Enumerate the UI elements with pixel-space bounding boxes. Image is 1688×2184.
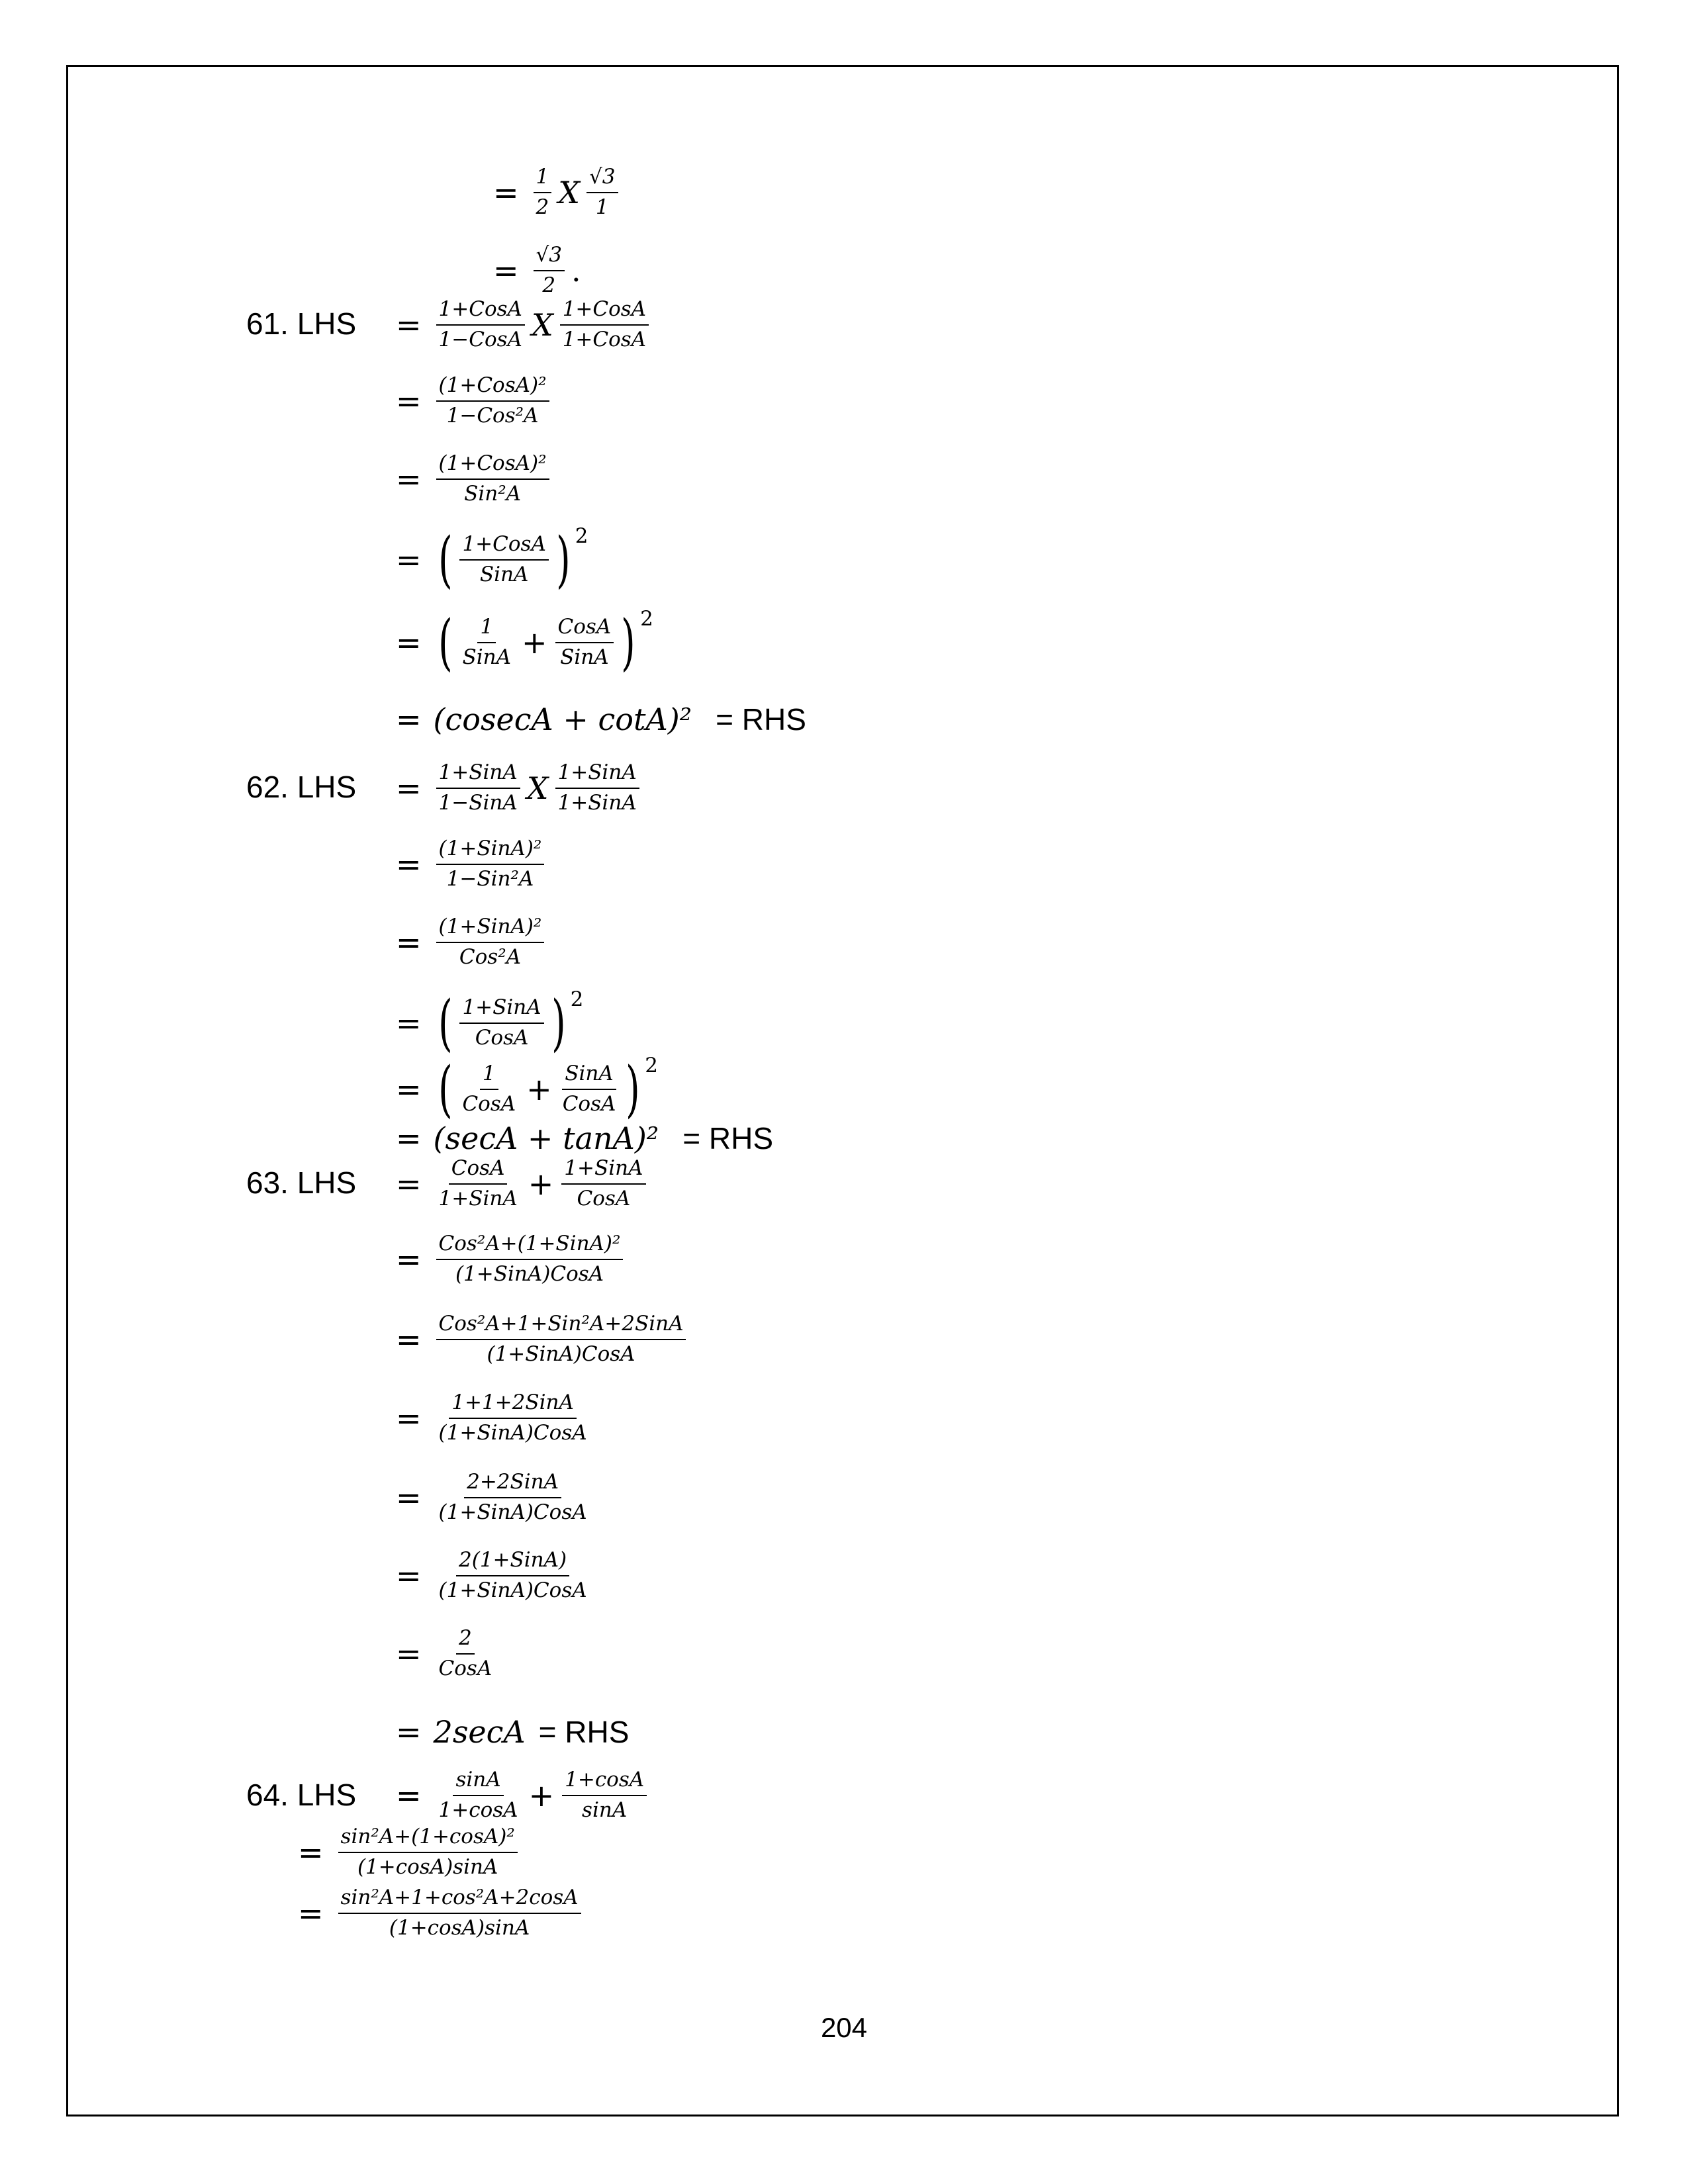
equation-line: = $\frac{2}{\text{CosA}}$ [396, 1627, 497, 1680]
fraction: $\frac{\text{SinA}}{\text{CosA}}$ [562, 1062, 616, 1116]
problem-label: 62. LHS [246, 770, 357, 804]
fraction: $\frac{\text{(1+SinA)²}}{\text{1−Sin²A}}$ [436, 837, 545, 891]
equation-line: = $\frac{\text{(1+CosA)²}}{\text{1−Cos²A}}$ [396, 374, 552, 428]
equation-line: = $\frac{\text{CosA}}{\text{1+SinA}}$ + $\frac{\text{1+SinA}}{\text{CosA}}$ [396, 1157, 649, 1210]
fraction: $\frac{\text{2(1+SinA)}}{\text{(1+SinA)CosA}}$ [438, 1548, 587, 1602]
fraction: $\frac{\text{1+SinA}}{\text{CosA}}$ [561, 1157, 645, 1210]
fraction: $\frac{√3}{2}$ [534, 244, 565, 297]
page-number: 204 [820, 2012, 868, 2043]
fraction: $\frac{\text{Cos²A+(1+SinA)²}}{\text{(1+SinA)CosA}}$ [436, 1232, 624, 1286]
fraction: $\frac{1}{2}$ [534, 165, 552, 219]
equals-sign: = [493, 174, 519, 210]
equation-line: = ( $\frac{\text{1+SinA}}{\text{CosA}}$ ) 2 [396, 987, 584, 1058]
equation-line: = $\frac{\text{1+SinA}}{\text{1−SinA}}$ X $\frac{\text{1+SinA}}{\text{1+SinA}}$ [396, 761, 642, 815]
equation-line: = $\frac{\sin A}{1+\cos A}$ + $\frac{1+\cos A}{\sin A}$ [396, 1768, 649, 1822]
equation-line: = $\frac{√3}{2}$ . [493, 243, 581, 297]
fraction: $\frac{\text{CosA}}{\text{1+SinA}}$ [438, 1156, 518, 1210]
equation-line: = $\frac{\text{1+CosA}}{\text{1−CosA}}$ X $\frac{\text{1+CosA}}{\text{1+CosA}}$ [396, 298, 651, 351]
fraction: $\frac{\text{1+CosA}}{\text{1+CosA}}$ [560, 298, 649, 351]
equation-line: = (secA + tanA)² = RHS [396, 1120, 773, 1156]
fraction: $\frac{\text{1+CosA}}{\text{1−CosA}}$ [436, 298, 525, 351]
fraction: $\frac{2}{\text{CosA}}$ [438, 1626, 492, 1680]
fraction: $\frac{\text{(1+SinA)²}}{\text{Cos²A}}$ [436, 915, 545, 969]
problem-label: 63. LHS [246, 1165, 357, 1200]
fraction: $\frac{1}{\text{SinA}}$ [462, 615, 511, 669]
problem-label: 61. LHS [246, 306, 357, 341]
equation-line: = $\frac{\text{2(1+SinA)}}{\text{(1+SinA)CosA}}$ [396, 1549, 592, 1602]
fraction: $\frac{\text{(1+CosA)²}}{\text{Sin²A}}$ [436, 452, 549, 506]
fraction: $\frac{\sin A}{1+\cos A}$ [438, 1768, 518, 1822]
fraction: $\frac{\text{(1+CosA)²}}{\text{1−Cos²A}}$ [436, 374, 549, 428]
equation-line: = ( $\frac{1}{\text{SinA}}$ + $\frac{\text{CosA}}{\text{SinA}}$ ) 2 [396, 607, 653, 678]
equation-line: = ( $\frac{\text{1+CosA}}{\text{SinA}}$ ) 2 [396, 524, 588, 595]
fraction: $\frac{\text{2+2SinA}}{\text{(1+SinA)CosA}}$ [438, 1470, 587, 1524]
fraction: $\frac{\text{1+SinA}}{\text{1+SinA}}$ [555, 761, 639, 815]
fraction: $\frac{\text{CosA}}{\text{SinA}}$ [555, 615, 614, 669]
equation-line: = $\frac{\text{sin²A+1+cos²A+2cosA}}{(1+\cos A)\sin A}$ [298, 1886, 584, 1940]
equation-line: = $\frac{\text{Cos²A+1+Sin²A+2SinA}}{\text{(1+SinA)CosA}}$ [396, 1312, 688, 1366]
fraction: $\frac{1}{\text{CosA}}$ [462, 1062, 516, 1116]
equation-line: = $\frac{\text{2+2SinA}}{\text{(1+SinA)CosA}}$ [396, 1471, 592, 1524]
equation-line: = $\frac{\text{sin²A+(1+cosA)²}}{(1+\cos A)\sin A}$ [298, 1825, 520, 1879]
equation-line: = ( $\frac{1}{\text{CosA}}$ + $\frac{\text{SinA}}{\text{CosA}}$ ) 2 [396, 1054, 659, 1124]
equals-sign: = [493, 252, 519, 289]
equation-line [493, 165, 621, 219]
fraction: $\frac{\text{1+CosA}}{\text{SinA}}$ [459, 533, 548, 586]
equation-line: = $\frac{\text{(1+SinA)²}}{\text{1−Sin²A}}$ [396, 837, 547, 891]
fraction: $\frac{\text{1+1+2SinA}}{\text{(1+SinA)CosA}}$ [438, 1390, 587, 1445]
fraction: $\frac{\text{Cos²A+1+Sin²A+2SinA}}{\text{(1+SinA)CosA}}$ [436, 1312, 686, 1366]
equation-line: = $\frac{\text{(1+SinA)²}}{\text{Cos²A}}$ [396, 915, 547, 969]
fraction: $\frac{\text{1+SinA}}{\text{1−SinA}}$ [436, 761, 520, 815]
equation-line: = 2secA = RHS [396, 1714, 630, 1750]
equation-line: = $\frac{\text{Cos²A+(1+SinA)²}}{\text{(1+SinA)CosA}}$ [396, 1232, 626, 1286]
equation-line: = $\frac{\text{(1+CosA)²}}{\text{Sin²A}}$ [396, 452, 552, 506]
fraction: $\frac{\text{sin²A+(1+cosA)²}}{(1+\cos A)\sin A}$ [338, 1825, 518, 1879]
fraction: $\frac{\text{1+SinA}}{\text{CosA}}$ [459, 996, 543, 1050]
fraction: $\frac{√3}{1}$ [586, 165, 618, 219]
fraction: $\frac{\text{sin²A+1+cos²A+2cosA}}{(1+\cos A)\sin A}$ [338, 1886, 581, 1940]
equation-line: = $\frac{\text{1+1+2SinA}}{\text{(1+SinA)CosA}}$ [396, 1391, 592, 1445]
problem-label: 64. LHS [246, 1778, 357, 1812]
equation-line: = (cosecA + cotA)² = RHS [396, 702, 806, 737]
fraction: $\frac{1+\cos A}{\sin A}$ [562, 1768, 647, 1822]
times-operator: X [558, 174, 581, 210]
